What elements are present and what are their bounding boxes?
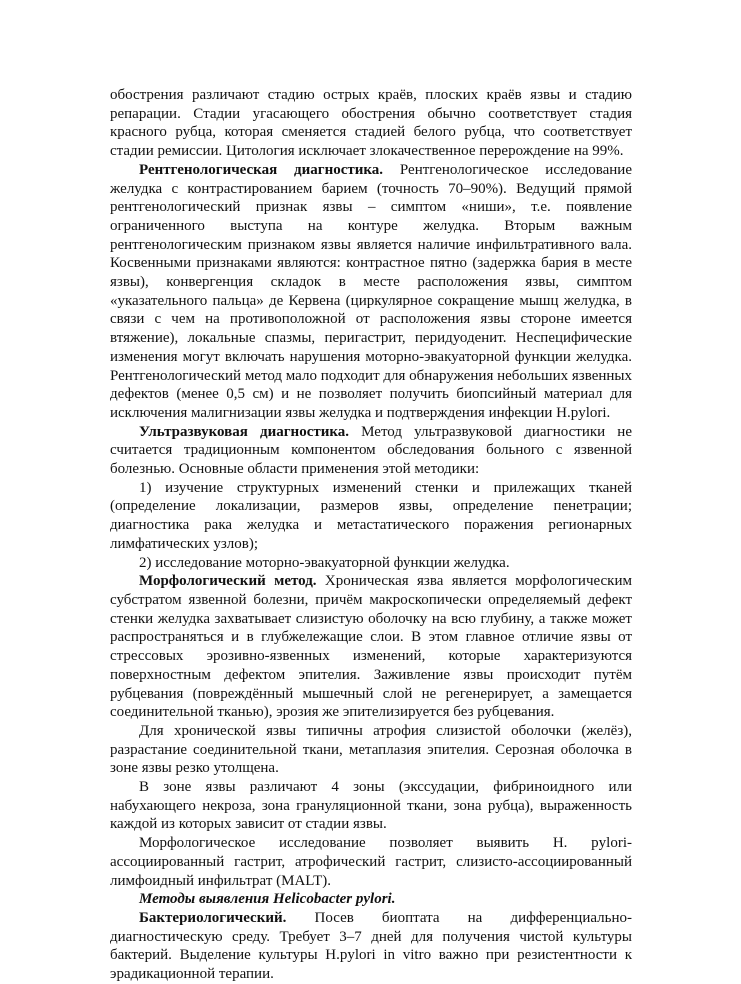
paragraph-text: 1) изучение структурных изменений стенки и прилежащих тканей (определение локализации, размеров язвы, определение пенетрации; диагностика рака желудка и метастатического поражения регионарных лимфатических узлов); <box>110 479 632 552</box>
paragraph-ulcer-stages <box>110 86 632 161</box>
section-heading-bacteriological: Бактериологический. <box>139 909 287 926</box>
section-heading-xray: Рентгенологическая диагностика. <box>139 161 384 178</box>
paragraph-bacteriological <box>110 909 632 984</box>
list-item-motor-function <box>110 554 632 573</box>
paragraph-morphological-method <box>110 572 632 722</box>
paragraph-text: Для хронической язвы типичны атрофия слизистой оболочки (желёз), разрастание соединительной ткани, метаплазия эпителия. Серозная оболочка в зоне язвы резко утолщена. <box>110 722 632 777</box>
body-text <box>110 86 632 984</box>
subheading-text: Методы выявления Helicobacter pylori. <box>139 891 396 908</box>
section-heading-ultrasound: Ультразвуковая диагностика. <box>139 423 350 440</box>
paragraph-text: В зоне язвы различают 4 зоны (экссудации, фибриноидного или набухающего некроза, зона грануляционной ткани, зона рубца), выраженность каждой из которых зависит от стадии язвы. <box>110 779 632 833</box>
paragraph-text: Метод ультразвуковой диагностики не считается традиционным компонентом обследования больного с язвенной болезнью. Основные области применения этой методики: <box>110 423 632 478</box>
paragraph-text: обострения различают стадию острых краёв, плоских краёв язвы и стадию репарации. Стадии угасающего обострения обычно соответствует стадия красного рубца, которая сменяется стадией белого рубца, что соответствует стадии ремиссии. Цитология исключает злокачественное перерождение на 99%. <box>110 87 632 160</box>
paragraph-text: Рентгенологическое исследование желудка с контрастированием барием (точность 70–90%). Ведущий прямой рентгенологический признак язвы – симптом «ниши», т.е. появление ограниченного выступа на контуре желудка. Вторым важным рентгенологическим признаком язвы является наличие инфильтративного вала. Косвенными признаками являются: контрастное пятно (задержка бария в месте язвы), конвергенция складок в месте расположения язвы, симптом «указательного пальца» де Кервена (циркулярное сокращение мышц желудка, в связи с чем на противоположной от расположения язвы стороне имеется втяжение), локальные спазмы, перигастрит, перидуоденит. Неспецифические изменения могут включать нарушения моторно-эвакуаторной функции желудка. Рентгенологический метод мало подходит для обнаружения небольших язвенных дефектов (менее 0,5 см) и не позволяет получить биопсийный материал для исключения малигнизации язвы желудка и подтверждения инфекции H.pylori. <box>110 161 632 421</box>
paragraph-text: Хроническая язва является морфологическим субстратом язвенной болезни, причём макроскопически определяемый дефект стенки желудка захватывает слизистую оболочку на всю глубину, а также может распространяться и в глубжележащие слои. В этом главное отличие язвы от стрессовых эрозивно-язвенных изменений, которые характеризуются поверхностным дефектом эпителия. Заживление язвы происходит путём рубцевания (повреждённый мышечный слой не регенерирует, а замещается соединительной тканью), эрозия же эпителизируется без рубцевания. <box>110 573 632 721</box>
paragraph-ultrasound-diagnostics <box>110 423 632 479</box>
paragraph-xray-diagnostics <box>110 161 632 423</box>
subheading-hp-detection <box>110 890 632 909</box>
paragraph-text: 2) исследование моторно-эвакуаторной функции желудка. <box>139 554 510 571</box>
section-heading-morphological: Морфологический метод. <box>139 573 317 590</box>
paragraph-ulcer-zones <box>110 778 632 834</box>
paragraph-text: Морфологическое исследование позволяет выявить H. pylori-ассоциированный гастрит, атрофический гастрит, слизисто-ассоциированный лимфоидный инфильтрат (MALT). <box>110 835 632 889</box>
paragraph-morphological-study <box>110 834 632 890</box>
paragraph-chronic-ulcer <box>110 722 632 778</box>
paragraph-text: Посев биоптата на дифференциально-диагностическую среду. Требует 3–7 дней для получения чистой культуры бактерий. Выделение культуры H.pylori in vitro важно при резистентности к эрадикационной терапии. <box>110 909 632 983</box>
list-item-structural-changes <box>110 479 632 554</box>
